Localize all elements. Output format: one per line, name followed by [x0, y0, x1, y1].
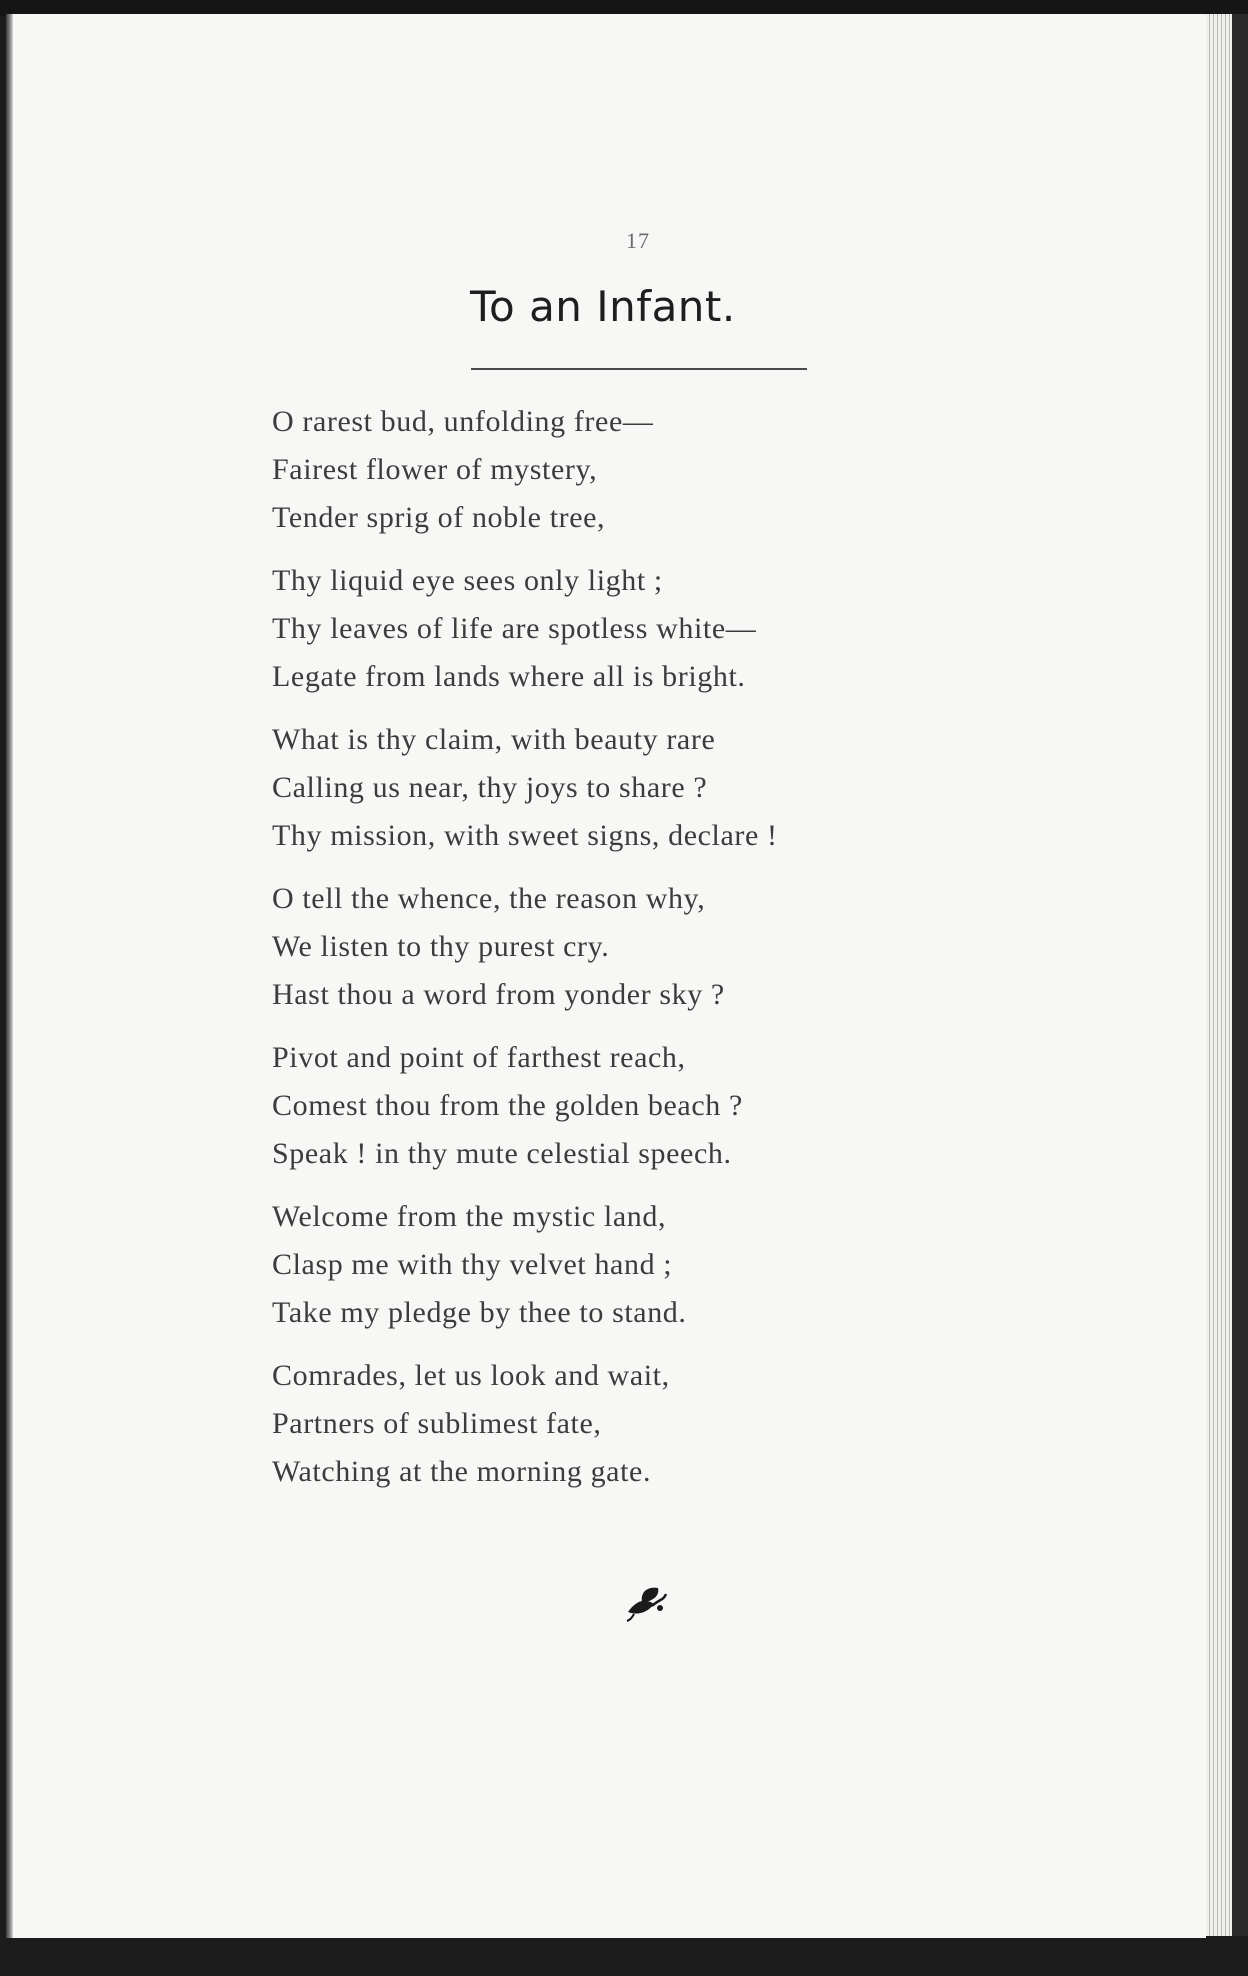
page-gutter: [6, 14, 13, 1938]
stanza: [272, 1193, 972, 1337]
poem-body: [272, 398, 972, 1511]
stanza: [272, 716, 972, 860]
poem-line: Clasp me with thy velvet hand ;: [272, 1248, 673, 1281]
poem-title: To an Infant.: [470, 282, 736, 331]
page-edges-shadow: [1232, 14, 1248, 1976]
poem-line: Speak ! in thy mute celestial speech.: [272, 1137, 732, 1170]
poem-line: Fairest flower of mystery,: [272, 453, 598, 486]
poem-line: Pivot and point of farthest reach,: [272, 1041, 686, 1074]
poem-line: Thy liquid eye sees only light ;: [272, 564, 663, 597]
poem-line: Tender sprig of noble tree,: [272, 501, 606, 534]
poem-line: Legate from lands where all is bright.: [272, 660, 746, 693]
stanza: [272, 557, 972, 701]
scan-bottom-border: [0, 1936, 1248, 1976]
poem-line: Comest thou from the golden beach ?: [272, 1089, 743, 1122]
stanza: [272, 1352, 972, 1496]
poem-line: Watching at the morning gate.: [272, 1455, 652, 1488]
page-edges: [1206, 14, 1232, 1938]
poem-line: What is thy claim, with beauty rare: [272, 723, 716, 756]
poem-line: Thy mission, with sweet signs, declare !: [272, 819, 778, 852]
poem-line: We listen to thy purest cry.: [272, 930, 610, 963]
title-rule: [471, 368, 807, 370]
poem-line: Comrades, let us look and wait,: [272, 1359, 670, 1392]
stanza: [272, 875, 972, 1019]
poem-line: Welcome from the mystic land,: [272, 1200, 667, 1233]
poem-line: Take my pledge by thee to stand.: [272, 1296, 687, 1329]
poem-line: Partners of sublimest fate,: [272, 1407, 602, 1440]
stanza: [272, 398, 972, 542]
poem-line: O tell the whence, the reason why,: [272, 882, 706, 915]
page-number: 17: [626, 228, 650, 253]
poem-line: Thy leaves of life are spotless white—: [272, 612, 757, 645]
poem-line: O rarest bud, unfolding free—: [272, 405, 654, 438]
leaf-ornament-icon: [624, 1582, 668, 1622]
poem-line: Hast thou a word from yonder sky ?: [272, 978, 725, 1011]
poem-line: Calling us near, thy joys to share ?: [272, 771, 708, 804]
stanza: [272, 1034, 972, 1178]
